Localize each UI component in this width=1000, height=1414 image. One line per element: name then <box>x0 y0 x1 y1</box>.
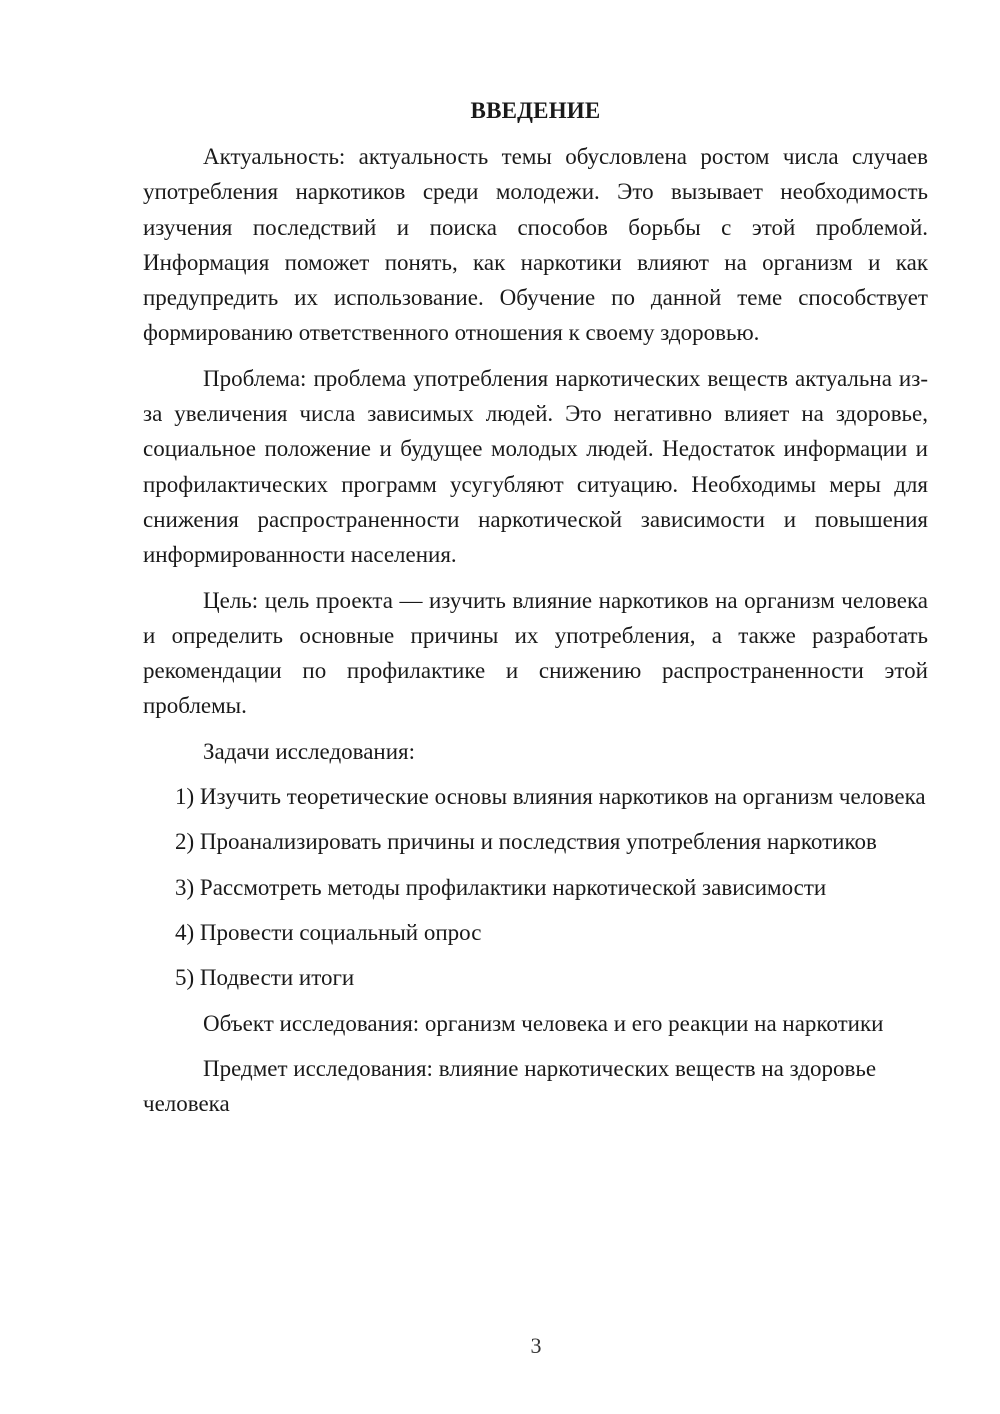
relevance-paragraph: Актуальность: актуальность темы обусловлена ростом числа случаев употребления наркотиков среди молодежи. Это вызывает необходимость изучения последствий и поиска способов борьбы с этой проблемой. Информация поможет понять, как наркотики влияют на организм и как предупредить их использование. Обучение по данной теме способствует формированию ответственного отношения к своему здоровью. <box>143 144 928 346</box>
problem-paragraph: Проблема: проблема употребления наркотических веществ актуальна из-за увеличения числа зависимых людей. Это негативно влияет на здоровье, социальное положение и будущее молодых людей. Недостаток информации и профилактических программ усугубляют ситуацию. Необходимы меры для снижения распространенности наркотической зависимости и повышения информированности населения. <box>143 365 928 568</box>
research-subject-paragraph: Предмет исследования: влияние наркотических веществ на здоровье человека <box>143 1055 877 1117</box>
task-item-1: 1) Изучить теоретические основы влияния наркотиков на организм человека <box>175 784 926 810</box>
page-content <box>143 95 928 1131</box>
task-item-2: 2) Проанализировать причины и последствия употребления наркотиков <box>175 829 877 855</box>
task-item-5: 5) Подвести итоги <box>175 965 355 991</box>
tasks-heading: Задачи исследования: <box>203 738 416 764</box>
page-number: 3 <box>530 1333 542 1358</box>
section-title: ВВЕДЕНИЕ <box>470 98 601 123</box>
goal-paragraph: Цель: цель проекта — изучить влияние наркотиков на организм человека и определить основные причины их употребления, а также разработать рекомендации по профилактике и снижению распространенности этой проблемы. <box>143 587 928 719</box>
research-object-paragraph: Объект исследования: организм человека и его реакции на наркотики <box>203 1010 884 1036</box>
task-item-4: 4) Провести социальный опрос <box>175 919 482 945</box>
task-item-3: 3) Рассмотреть методы профилактики наркотической зависимости <box>175 874 827 900</box>
